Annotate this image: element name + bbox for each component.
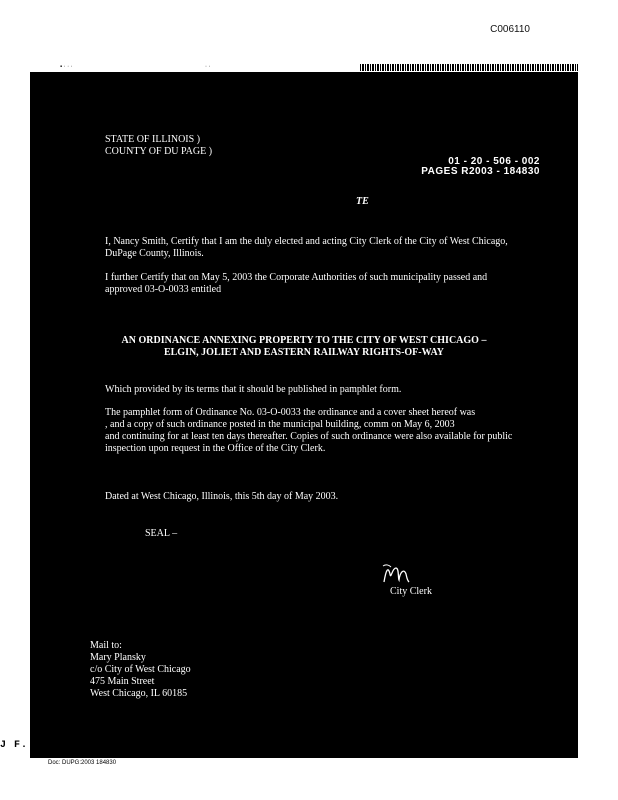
state-line: STATE OF ILLINOIS ) bbox=[105, 134, 201, 145]
pamphlet-line-3: and continuing for at least ten days thereafter. Copies of such ordinance were also available for public bbox=[105, 431, 513, 442]
mail-street: 475 Main Street bbox=[90, 676, 155, 687]
mail-to-label: Mail to: bbox=[90, 640, 122, 651]
pamphlet-line-4: inspection upon request in the Office of the City Clerk. bbox=[105, 443, 326, 454]
doc-reference: Doc: DUPG:2003 184830 bbox=[48, 760, 117, 766]
mail-name: Mary Plansky bbox=[90, 652, 146, 663]
pamphlet-line-2: , and a copy of such ordinance posted in the municipal building, comm on May 6, 2003 bbox=[105, 419, 455, 430]
te-stamp: TE bbox=[356, 196, 369, 207]
clerk-signature bbox=[380, 560, 412, 588]
seal-label: SEAL – bbox=[145, 528, 178, 539]
ordinance-title-2: ELGIN, JOLIET AND EASTERN RAILWAY RIGHTS-OF-WAY bbox=[163, 347, 445, 358]
provided-line: Which provided by its terms that it should be published in pamphlet form. bbox=[105, 384, 402, 395]
city-clerk-label: City Clerk bbox=[390, 586, 432, 597]
dated-line: Dated at West Chicago, Illinois, this 5th day of May 2003. bbox=[105, 491, 339, 502]
certify-line-1: I, Nancy Smith, Certify that I am the duly elected and acting City Clerk of the City of West Chicago, bbox=[105, 236, 508, 247]
certify-line-2: DuPage County, Illinois. bbox=[105, 248, 204, 259]
order-number: Order: 22CNDI18007WH bbox=[48, 752, 115, 758]
scanned-page bbox=[30, 72, 578, 758]
mail-org: c/o City of West Chicago bbox=[90, 664, 191, 675]
page-count: Page 1 of 8 bbox=[316, 750, 347, 756]
recorder-name: J F. "Rick" Carney bbox=[0, 740, 127, 751]
county-line: COUNTY OF DU PAGE ) bbox=[105, 146, 213, 157]
recorder-footer bbox=[0, 738, 618, 768]
scan-speck: ▪ · · · bbox=[60, 64, 73, 70]
further-line-2: approved 03-O-0033 entitled bbox=[105, 284, 222, 295]
recorder-county: DuPage County Recorder bbox=[422, 738, 577, 749]
record-number-small: 01 - 20 - 506 - 002 bbox=[448, 156, 540, 167]
further-line-1: I further Certify that on May 5, 2003 the Corporate Authorities of such municipality passed and bbox=[105, 272, 488, 283]
requested-by: Requested By: westchicpu087, Printed: 12/2/2022 1:29 AM bbox=[408, 750, 565, 756]
record-number: PAGES R2003 - 184830 bbox=[421, 166, 540, 177]
recorded-doc-number: R2003184830 bbox=[250, 740, 328, 751]
document-id: C006110 bbox=[490, 24, 530, 35]
barcode-strip bbox=[360, 64, 578, 71]
pamphlet-line-1: The pamphlet form of Ordinance No. 03-O-0033 the ordinance and a cover sheet hereof was bbox=[105, 407, 476, 418]
mail-city: West Chicago, IL 60185 bbox=[90, 688, 188, 699]
scan-speck: · · bbox=[205, 64, 211, 70]
ordinance-title-1: AN ORDINANCE ANNEXING PROPERTY TO THE CITY OF WEST CHICAGO – bbox=[121, 335, 487, 346]
